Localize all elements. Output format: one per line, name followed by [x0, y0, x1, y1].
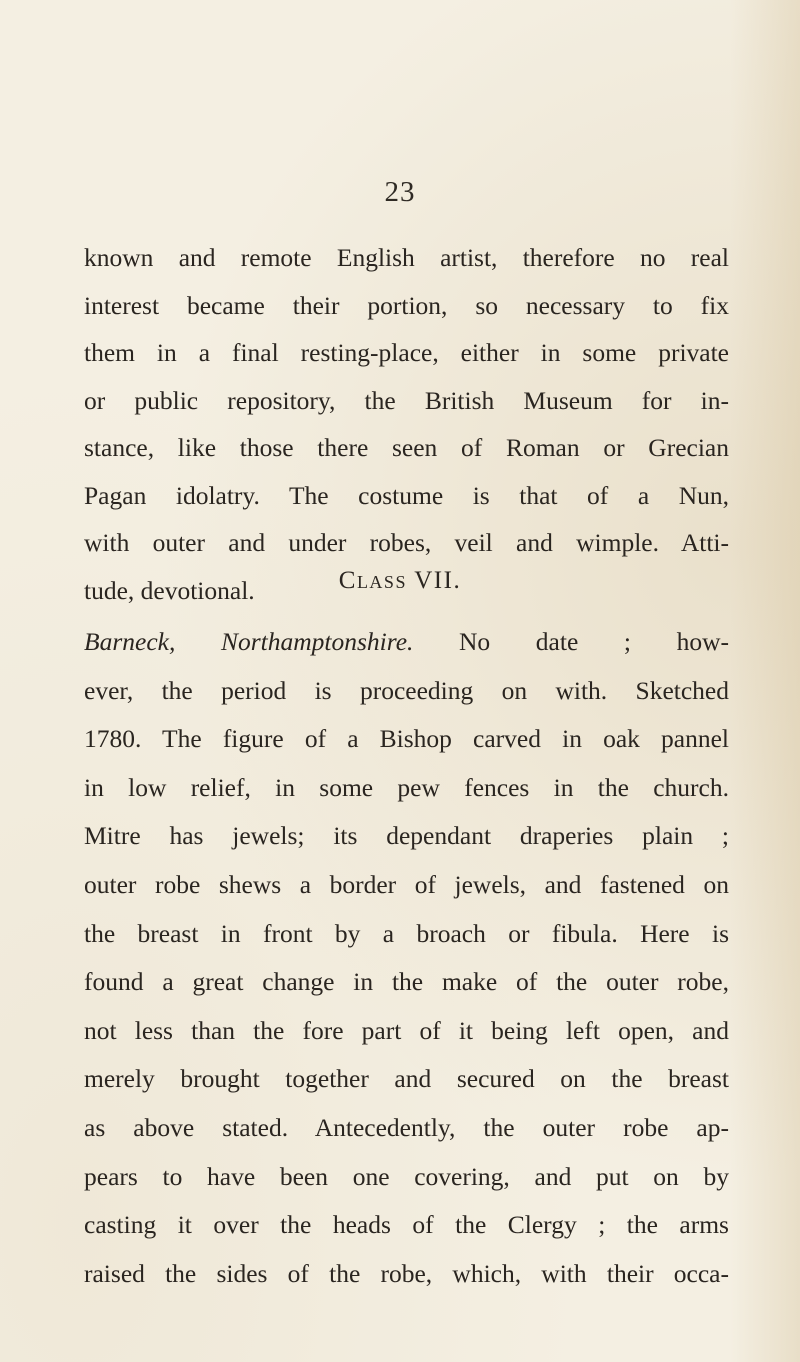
text-line: raised the sides of the robe, which, with their occa- [84, 1258, 729, 1288]
section-heading: Class VII. [338, 567, 462, 594]
text-line: as above stated. Antecedently, the outer robe ap- [84, 1113, 729, 1142]
text-line: known and remote English artist, therefore no real [84, 243, 729, 272]
text-line: not less than the fore part of it being left open, and [84, 1015, 729, 1045]
text-line: casting it over the heads of the Clergy ; the arms [84, 1210, 729, 1240]
text-line: Pagan idolatry. The costume is that of a Nun, [84, 480, 729, 510]
text-fragment: No date ; how- [459, 627, 729, 656]
text-line: outer robe shews a border of jewels, and fastened on [84, 870, 729, 899]
text-line: pears to have been one covering, and put on by [84, 1161, 729, 1191]
text-line: them in a final resting-place, either in some private [84, 338, 729, 367]
text-line: merely brought together and secured on the breast [84, 1064, 729, 1094]
text-line: interest became their portion, so necessary to fix [84, 290, 729, 320]
text-line: or public repository, the British Museum for in- [84, 385, 729, 415]
text-line: Mitre has jewels; its dependant draperies plain ; [84, 821, 729, 851]
place-name: Barneck, Northamptonshire. [84, 627, 414, 656]
text-line: with outer and under robes, veil and wimple. Atti- [84, 528, 729, 557]
text-line: stance, like those there seen of Roman or Grecian [84, 433, 729, 462]
text-line: the breast in front by a broach or fibula. Here is [84, 918, 729, 948]
text-line: tude, devotional. [84, 575, 255, 605]
text-line: found a great change in the make of the outer robe, [84, 967, 729, 997]
text-line: in low relief, in some pew fences in the church. [84, 772, 729, 802]
page-number: 23 [384, 176, 416, 208]
text-line-first [84, 627, 729, 657]
text-line: ever, the period is proceeding on with. Sketched [84, 675, 729, 705]
text-line: 1780. The figure of a Bishop carved in oak pannel [84, 724, 729, 754]
